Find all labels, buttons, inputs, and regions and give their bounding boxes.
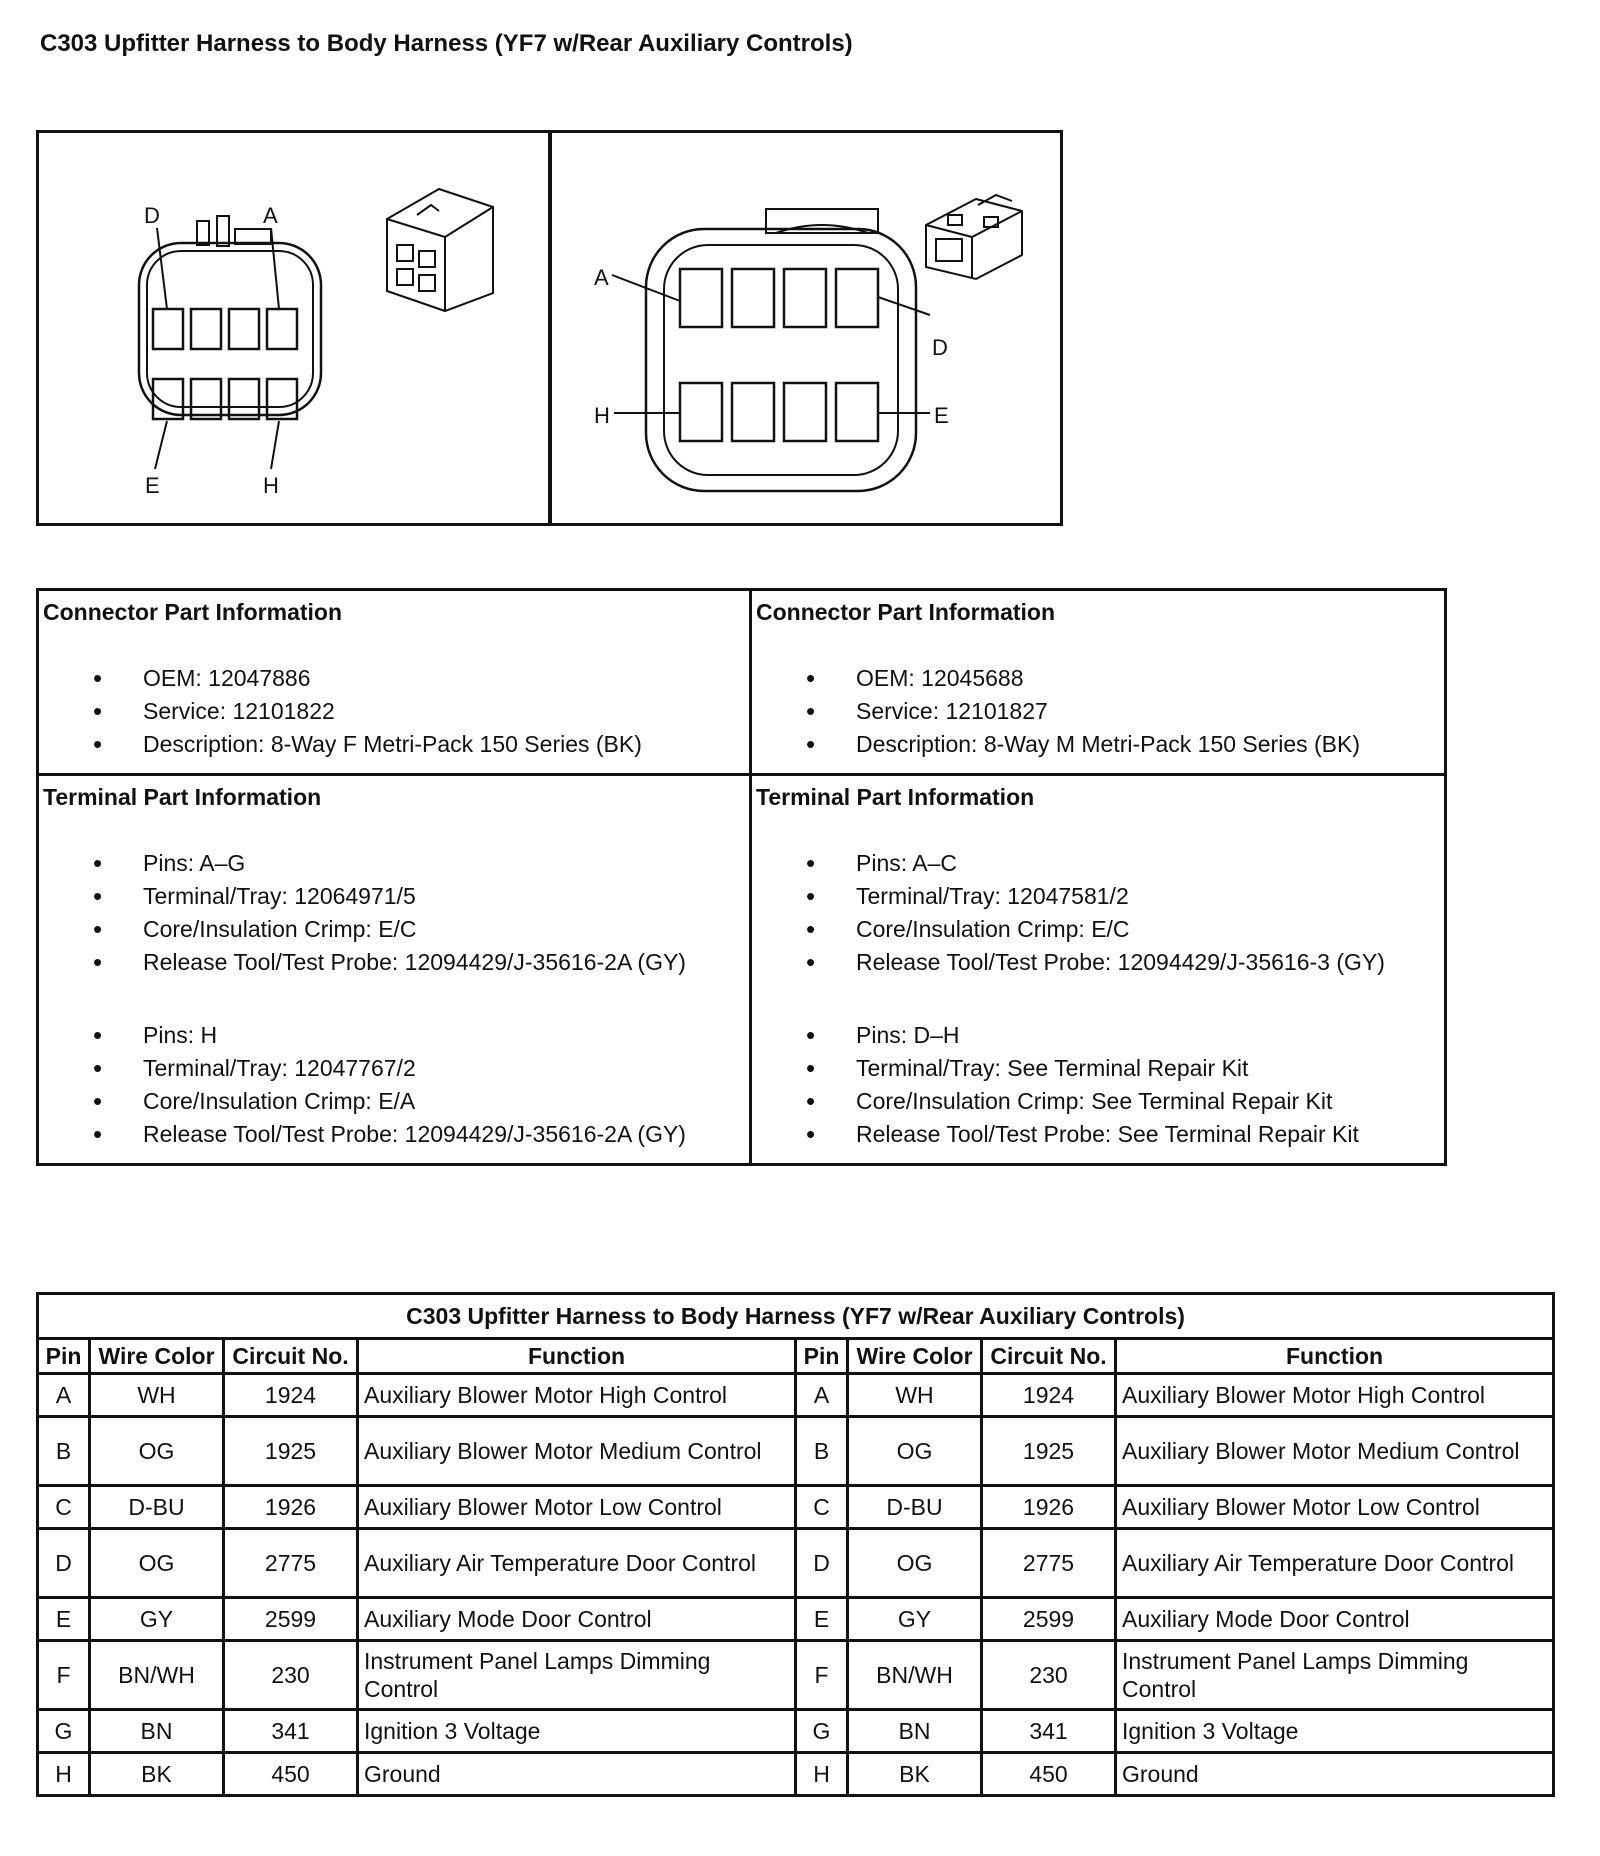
cell-circuit-no: 2775: [982, 1529, 1116, 1598]
cell-wire-color: GY: [90, 1598, 224, 1641]
cell-wire-color: GY: [848, 1598, 982, 1641]
list-item: • Terminal/Tray: 12047767/2: [93, 1052, 745, 1085]
cell-wire-color: OG: [90, 1529, 224, 1598]
connector-info-left: [38, 590, 751, 775]
cell-pin: H: [38, 1753, 90, 1796]
list-item: • Description: 8-Way F Metri-Pack 150 Series (BK): [93, 728, 745, 761]
cell-function: Ground: [358, 1753, 796, 1796]
table-row: [38, 1486, 1554, 1529]
female-connector-drawing: [39, 133, 548, 523]
header-pin: Pin: [38, 1339, 90, 1374]
label-e: E: [934, 403, 949, 428]
cell-circuit-no: 1926: [224, 1486, 358, 1529]
table-row: [38, 1641, 1554, 1710]
cell-pin: F: [38, 1641, 90, 1710]
header-circuit-no: Circuit No.: [982, 1339, 1116, 1374]
list-item: • Pins: H: [93, 1019, 745, 1052]
cell-wire-color: BN: [90, 1710, 224, 1753]
list-item: • Service: 12101827: [806, 695, 1440, 728]
connector-diagram: [36, 130, 1063, 526]
list-item: • Pins: A–G: [93, 847, 745, 880]
part-information-table: [36, 588, 1447, 1166]
label-d: D: [144, 203, 160, 228]
list-item: • Service: 12101822: [93, 695, 745, 728]
cell-circuit-no: 2775: [224, 1529, 358, 1598]
cell-pin: B: [796, 1417, 848, 1486]
table-row: [38, 1417, 1554, 1486]
cell-circuit-no: 230: [982, 1641, 1116, 1710]
table-row: [38, 1529, 1554, 1598]
list-item: • Description: 8-Way M Metri-Pack 150 Series (BK): [806, 728, 1440, 761]
list-item: • Core/Insulation Crimp: E/A: [93, 1085, 745, 1118]
list-item: • Release Tool/Test Probe: See Terminal Repair Kit: [806, 1118, 1440, 1151]
cell-wire-color: OG: [848, 1417, 982, 1486]
cell-pin: D: [38, 1529, 90, 1598]
cell-circuit-no: 1924: [982, 1374, 1116, 1417]
cell-circuit-no: 1925: [982, 1417, 1116, 1486]
cell-pin: H: [796, 1753, 848, 1796]
list-item: • Pins: A–C: [806, 847, 1440, 880]
cell-circuit-no: 341: [982, 1710, 1116, 1753]
terminal-info-header: Terminal Part Information: [756, 784, 1035, 810]
cell-circuit-no: 450: [224, 1753, 358, 1796]
cell-wire-color: WH: [848, 1374, 982, 1417]
pinout-table: [36, 1292, 1555, 1797]
cell-pin: G: [38, 1710, 90, 1753]
pinout-table-caption: C303 Upfitter Harness to Body Harness (YF7 w/Rear Auxiliary Controls): [38, 1294, 1554, 1339]
cell-circuit-no: 341: [224, 1710, 358, 1753]
list-item: • Terminal/Tray: 12047581/2: [806, 880, 1440, 913]
header-wire-color: Wire Color: [90, 1339, 224, 1374]
label-a: A: [263, 203, 278, 228]
cell-circuit-no: 2599: [224, 1598, 358, 1641]
cell-wire-color: D-BU: [90, 1486, 224, 1529]
list-item: • Core/Insulation Crimp: E/C: [806, 913, 1440, 946]
page-title: C303 Upfitter Harness to Body Harness (YF7 w/Rear Auxiliary Controls): [40, 30, 853, 57]
cell-wire-color: OG: [848, 1529, 982, 1598]
cell-pin: A: [796, 1374, 848, 1417]
label-h: H: [263, 473, 279, 498]
cell-circuit-no: 1925: [224, 1417, 358, 1486]
header-function: Function: [1116, 1339, 1554, 1374]
cell-circuit-no: 2599: [982, 1598, 1116, 1641]
terminal-info-left: [38, 775, 751, 1165]
label-e: E: [145, 473, 160, 498]
connector-info-header: Connector Part Information: [756, 599, 1056, 625]
cell-pin: E: [796, 1598, 848, 1641]
header-pin: Pin: [796, 1339, 848, 1374]
cell-pin: C: [796, 1486, 848, 1529]
header-circuit-no: Circuit No.: [224, 1339, 358, 1374]
header-function: Function: [358, 1339, 796, 1374]
cell-pin: E: [38, 1598, 90, 1641]
list-item: • OEM: 12047886: [93, 662, 745, 695]
list-item: • Terminal/Tray: See Terminal Repair Kit: [806, 1052, 1440, 1085]
list-item: • Pins: D–H: [806, 1019, 1440, 1052]
cell-wire-color: BN/WH: [848, 1641, 982, 1710]
cell-function: Ignition 3 Voltage: [1116, 1710, 1554, 1753]
pinout-rows: [38, 1374, 1554, 1796]
list-item: • Core/Insulation Crimp: E/C: [93, 913, 745, 946]
cell-function: Auxiliary Blower Motor Medium Control: [358, 1417, 796, 1486]
cell-function: Auxiliary Mode Door Control: [1116, 1598, 1554, 1641]
cell-pin: G: [796, 1710, 848, 1753]
cell-wire-color: BK: [90, 1753, 224, 1796]
list-item: • Release Tool/Test Probe: 12094429/J-35616-3 (GY): [806, 946, 1440, 979]
table-row: [38, 1598, 1554, 1641]
cell-function: Auxiliary Blower Motor Low Control: [358, 1486, 796, 1529]
cell-pin: B: [38, 1417, 90, 1486]
label-a: A: [594, 265, 609, 290]
cell-pin: D: [796, 1529, 848, 1598]
cell-circuit-no: 1924: [224, 1374, 358, 1417]
cell-function: Ignition 3 Voltage: [358, 1710, 796, 1753]
list-item: • Release Tool/Test Probe: 12094429/J-35616-2A (GY): [93, 1118, 745, 1151]
table-row: [38, 1753, 1554, 1796]
list-item: • Release Tool/Test Probe: 12094429/J-35616-2A (GY): [93, 946, 745, 979]
connector-info-header: Connector Part Information: [43, 599, 343, 625]
cell-function: Auxiliary Blower Motor High Control: [1116, 1374, 1554, 1417]
label-h: H: [594, 403, 610, 428]
table-row: [38, 1710, 1554, 1753]
cell-wire-color: BN: [848, 1710, 982, 1753]
cell-wire-color: WH: [90, 1374, 224, 1417]
table-row: [38, 1374, 1554, 1417]
list-item: • OEM: 12045688: [806, 662, 1440, 695]
cell-circuit-no: 1926: [982, 1486, 1116, 1529]
male-connector-3d-icon: [926, 195, 1022, 279]
label-d: D: [932, 335, 948, 360]
cell-pin: A: [38, 1374, 90, 1417]
cell-pin: F: [796, 1641, 848, 1710]
cell-wire-color: D-BU: [848, 1486, 982, 1529]
list-item: • Core/Insulation Crimp: See Terminal Repair Kit: [806, 1085, 1440, 1118]
cell-function: Instrument Panel Lamps Dimming Control: [1116, 1641, 1554, 1710]
male-connector-drawing: [552, 133, 1064, 523]
cell-wire-color: OG: [90, 1417, 224, 1486]
cell-function: Auxiliary Mode Door Control: [358, 1598, 796, 1641]
header-wire-color: Wire Color: [848, 1339, 982, 1374]
cell-pin: C: [38, 1486, 90, 1529]
list-item: • Terminal/Tray: 12064971/5: [93, 880, 745, 913]
cell-circuit-no: 230: [224, 1641, 358, 1710]
female-connector-3d-icon: [387, 189, 493, 311]
cell-wire-color: BN/WH: [90, 1641, 224, 1710]
cell-function: Auxiliary Air Temperature Door Control: [1116, 1529, 1554, 1598]
terminal-info-header: Terminal Part Information: [43, 784, 322, 810]
cell-function: Auxiliary Blower Motor Low Control: [1116, 1486, 1554, 1529]
cell-function: Instrument Panel Lamps Dimming Control: [358, 1641, 796, 1710]
cell-circuit-no: 450: [982, 1753, 1116, 1796]
connector-info-right: [751, 590, 1446, 775]
cell-wire-color: BK: [848, 1753, 982, 1796]
cell-function: Ground: [1116, 1753, 1554, 1796]
cell-function: Auxiliary Blower Motor Medium Control: [1116, 1417, 1554, 1486]
cell-function: Auxiliary Air Temperature Door Control: [358, 1529, 796, 1598]
cell-function: Auxiliary Blower Motor High Control: [358, 1374, 796, 1417]
terminal-info-right: [751, 775, 1446, 1165]
